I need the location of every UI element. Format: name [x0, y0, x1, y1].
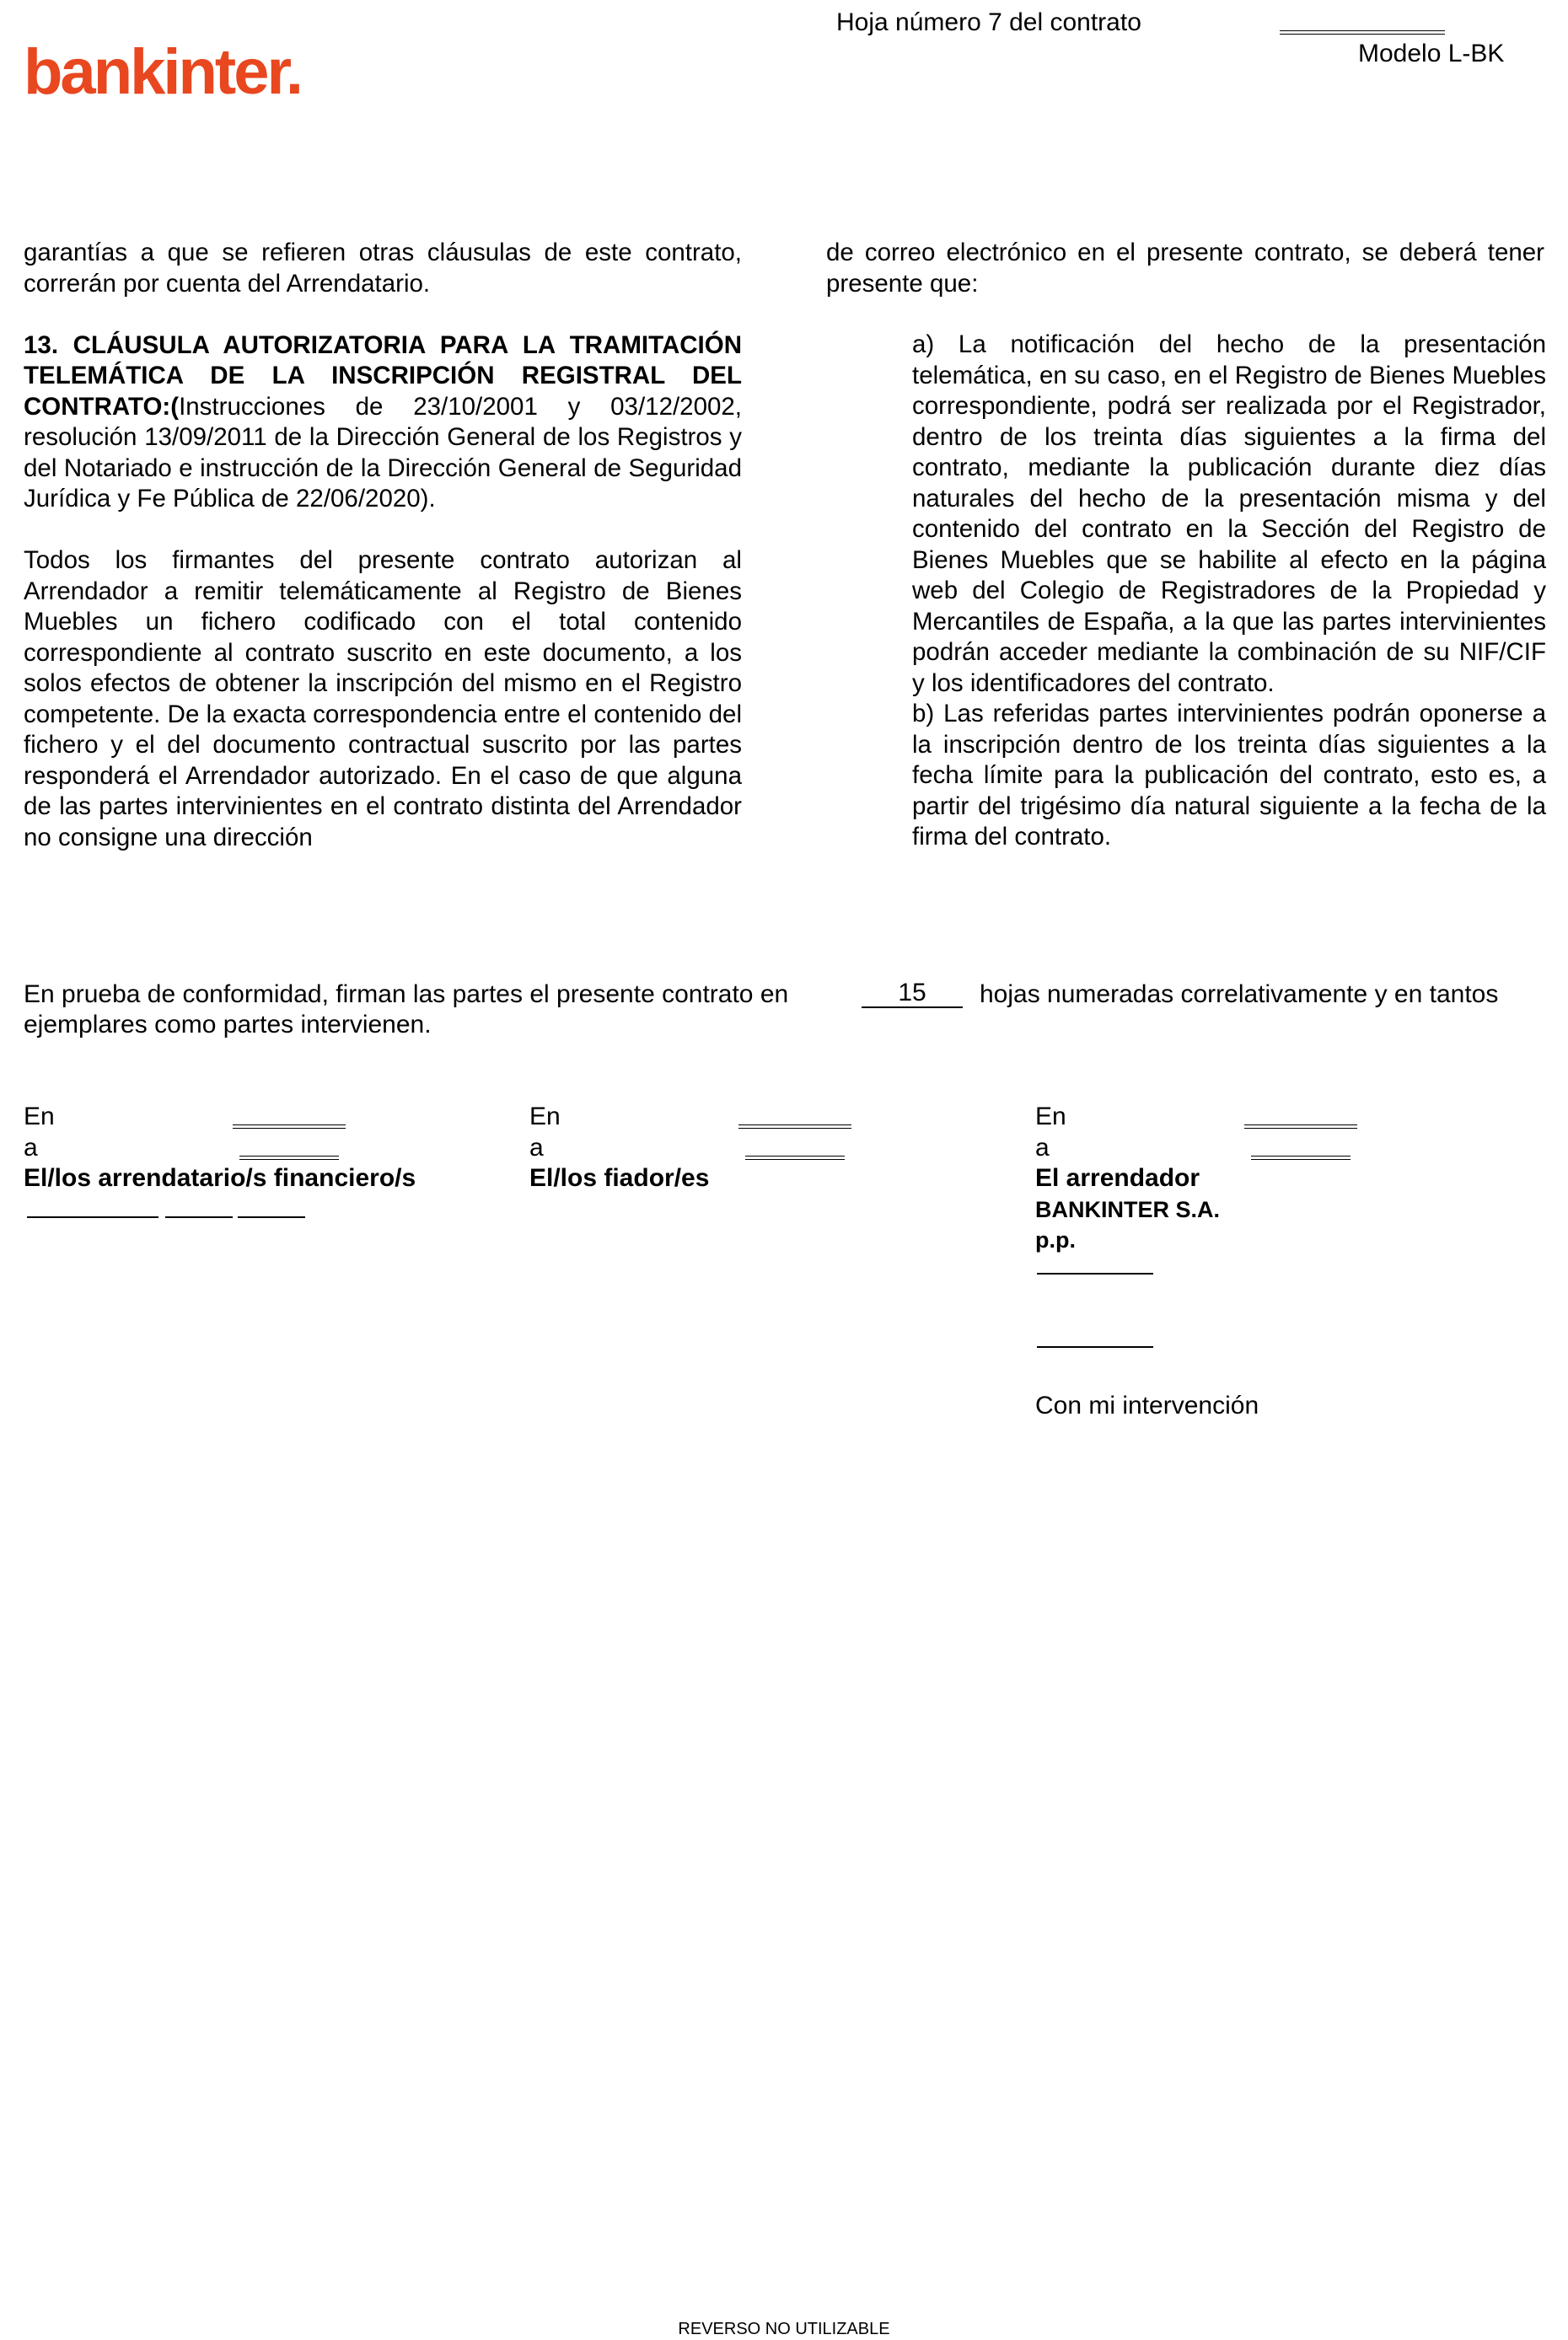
lessor-signature-line-1: [1037, 1273, 1153, 1275]
clause-13-body: Instrucciones de 23/10/2001 y 03/12/2002, resolución 13/09/2011 de la Dirección General de los Registros y del Notariado e instrucción de la Dirección General de Seguridad Jurídica y Fe Pública de 22/06/2020).: [24, 392, 742, 513]
footer-text: REVERSO NO UTILIZABLE: [678, 2320, 890, 2338]
lessor-en-line: [1244, 1124, 1357, 1129]
intervention-label: Con mi intervención: [1035, 1392, 1259, 1420]
conformity-text-before: En prueba de conformidad, firman las partes el presente contrato en: [24, 980, 789, 1008]
lessee-date-line-3: [238, 1216, 305, 1218]
model-label: Modelo L-BK: [1358, 40, 1505, 67]
email-paragraph: de correo electrónico en el presente contrato, se deberá tener presente que:: [826, 239, 1544, 298]
lessor-label: El arrendador: [1035, 1164, 1200, 1192]
sheet-count: [862, 979, 963, 1008]
lessee-date-line-1: [27, 1216, 158, 1218]
item-a: a) La notificación del hecho de la presentación telemática, en su caso, en el Registro de Bienes Muebles correspondiente, podrá ser realizada por el Registrador, dentro de los treinta días siguientes a la firma del contrato, mediante la publicación durante diez días naturales del hecho de la presentación misma y del contenido del contrato en la Sección del Registro de Bienes Muebles que se habilite al efecto en la página web del Colegio de Registradores de la Propiedad y Mercantiles de España, a la que las partes intervinientes podrán acceder mediante la combinación de su NIF/CIF y los identificadores del contrato.: [912, 330, 1546, 697]
conformity-text-after: hojas numeradas correlativamente y en tantos: [980, 980, 1499, 1008]
guarantee-paragraph: garantías a que se refieren otras cláusulas de este contrato, correrán por cuenta del Arrendatario.: [24, 239, 742, 298]
guarantor-a-line: [745, 1156, 845, 1160]
header-double-line: [1280, 30, 1445, 35]
page-number-label: Hoja número 7 del contrato: [836, 8, 1141, 36]
lessee-label: El/los arrendatario/s financiero/s: [24, 1164, 416, 1192]
signature-guarantor: [529, 1102, 1001, 1194]
right-column-intro: [826, 238, 1544, 299]
pp-label: p.p.: [1035, 1226, 1076, 1253]
lessee-en-line: [233, 1124, 346, 1129]
a-label: a: [1035, 1133, 1050, 1162]
logo-text: bankinter.: [24, 36, 301, 108]
en-label: En: [529, 1103, 561, 1130]
authorization-paragraph: Todos los firmantes del presente contrato autorizan al Arrendador a remitir telemáticamente al Registro de Bienes Muebles un fichero codificado con el total contenido correspondiente al contrato suscrito en este documento, a los solos efectos de obtener la inscripción del mismo en el Registro competente. De la exacta correspondencia entre el contenido del fichero y el del documento contractual suscrito por las partes responderá el Arrendador autorizado. En el caso de que alguna de las partes intervinientes en el contrato distinta del Arrendador no consigne una dirección: [24, 546, 742, 851]
guarantor-label: El/los fiador/es: [529, 1164, 710, 1192]
lessor-a-line: [1251, 1156, 1351, 1160]
a-label: a: [529, 1133, 544, 1162]
left-column: [24, 238, 742, 853]
conformity-line-2: ejemplares como partes intervienen.: [24, 1011, 432, 1039]
sheet-count-value: 15: [898, 979, 926, 1006]
a-label: a: [24, 1133, 38, 1162]
lessee-date-line-2: [165, 1216, 233, 1218]
lessee-a-line: [239, 1156, 339, 1160]
bankinter-logo: [24, 36, 301, 108]
en-label: En: [24, 1103, 55, 1130]
guarantor-en-line: [738, 1124, 851, 1129]
clause-13-heading: 13. CLÁUSULA AUTORIZATORIA PARA LA TRAMITACIÓN TELEMÁTICA DE LA INSCRIPCIÓN REGISTRAL DEL CONTRATO:(: [24, 330, 742, 421]
lessor-signature-line-2: [1037, 1346, 1153, 1348]
en-label: En: [1035, 1103, 1066, 1130]
right-column-items: [912, 330, 1546, 853]
signature-lessee: [24, 1102, 496, 1194]
item-b: b) Las referidas partes intervinientes podrán oponerse a la inscripción dentro de los treinta días siguientes a la fecha límite para la publicación del contrato, esto es, a partir del trigésimo día natural siguiente a la fecha de la firma del contrato.: [912, 700, 1546, 851]
lessor-company: BANKINTER S.A.: [1035, 1196, 1221, 1222]
clause-13: [24, 330, 742, 515]
